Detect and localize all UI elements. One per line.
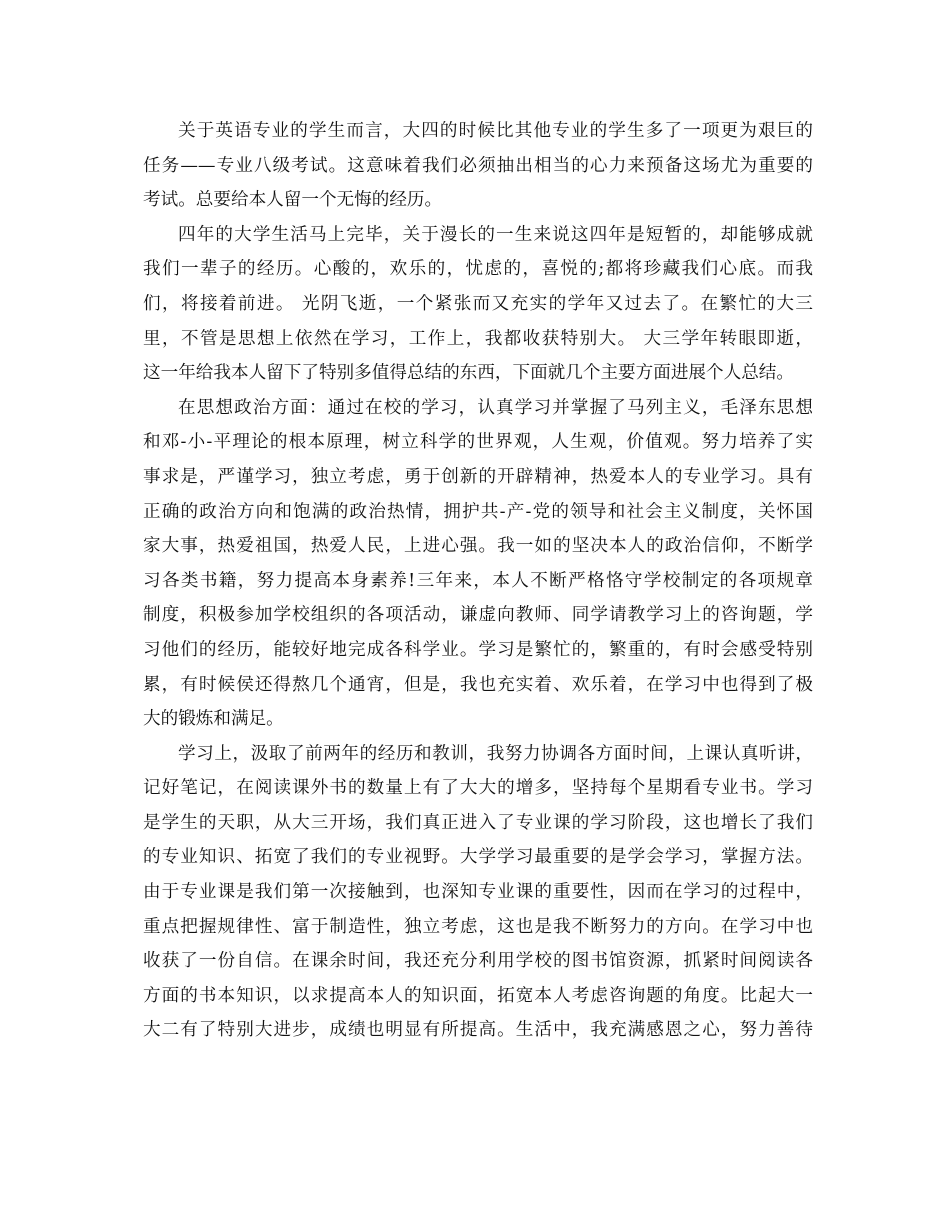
paragraph-line: 这一年给我本人留下了特别多值得总结的东西，下面就几个主要方面进展个人总结。 [143,363,794,384]
paragraph-line: 的专业知识、拓宽了我们的专业视野。大学学习最重要的是学会学习，掌握方法。 [143,847,813,868]
paragraph-line: 我们一辈子的经历。心酸的，欢乐的，忧虑的，喜悦的;都将珍藏我们心底。而我 [143,259,813,280]
paragraph-line: 学习上，汲取了前两年的经历和教训，我努力协调各方面时间，上课认真听讲， [178,743,813,764]
paragraph-line: 记好笔记，在阅读课外书的数量上有了大大的增多，坚持每个星期看专业书。学习 [143,778,813,799]
paragraph-line: 考试。总要给本人留一个无悔的经历。 [143,190,443,211]
paragraph-line: 事求是，严谨学习，独立考虑，勇于创新的开辟精神，热爱本人的专业学习。具有 [143,466,813,487]
paragraph-2 [143,218,813,391]
paragraph-4 [143,737,813,1048]
paragraph-line: 任务——专业八级考试。这意味着我们必须抽出相当的心力来预备这场尤为重要的 [143,155,813,176]
paragraph-line: 正确的政治方向和饱满的政治热情，拥护共-产-党的领导和社会主义制度，关怀国 [143,501,813,522]
paragraph-line: 是学生的天职，从大三开场，我们真正进入了专业课的学习阶段，这也增长了我们 [143,812,813,833]
paragraph-line: 累，有时候侯还得熬几个通宵，但是，我也充实着、欢乐着，在学习中也得到了极 [143,674,813,695]
paragraph-line: 和邓-小-平理论的根本原理，树立科学的世界观，人生观，价值观。努力培养了实 [143,432,813,453]
paragraph-1 [143,114,813,218]
paragraph-line: 习他们的经历，能较好地完成各科学业。学习是繁忙的，繁重的，有时会感受特别 [143,639,813,660]
paragraph-line: 由于专业课是我们第一次接触到，也深知专业课的重要性，因而在学习的过程中， [143,882,813,903]
paragraph-line: 关于英语专业的学生而言，大四的时候比其他专业的学生多了一项更为艰巨的 [178,121,813,141]
paragraph-line: 习各类书籍，努力提高本身素养!三年来，本人不断严格恪守学校制定的各项规章 [143,570,813,591]
paragraph-line: 们，将接着前进。 光阴飞逝，一个紧张而又充实的学年又过去了。在繁忙的大三 [143,293,813,314]
document-body [143,114,813,1048]
paragraph-3 [143,391,813,737]
paragraph-line: 里，不管是思想上依然在学习，工作上，我都收获特别大。 大三学年转眼即逝， [143,328,813,349]
paragraph-line: 重点把握规律性、富于制造性，独立考虑，这也是我不断努力的方向。在学习中也 [143,916,813,937]
paragraph-line: 在思想政治方面：通过在校的学习，认真学习并掌握了马列主义，毛泽东思想 [178,397,813,418]
paragraph-line: 家大事，热爱祖国，热爱人民，上进心强。我一如的坚决本人的政治信仰，不断学 [143,536,813,557]
paragraph-line: 收获了一份自信。在课余时间，我还充分利用学校的图书馆资源，抓紧时间阅读各 [143,951,813,972]
paragraph-line: 大的锻炼和满足。 [143,709,284,730]
paragraph-line: 四年的大学生活马上完毕，关于漫长的一生来说这四年是短暂的，却能够成就 [178,224,813,245]
paragraph-line: 方面的书本知识，以求提高本人的知识面，拓宽本人考虑咨询题的角度。比起大一 [143,985,813,1006]
paragraph-line: 大二有了特别大进步，成绩也明显有所提高。生活中，我充满感恩之心，努力善待 [143,1020,813,1041]
paragraph-line: 制度，积极参加学校组织的各项活动，谦虚向教师、同学请教学习上的咨询题，学 [143,605,813,626]
